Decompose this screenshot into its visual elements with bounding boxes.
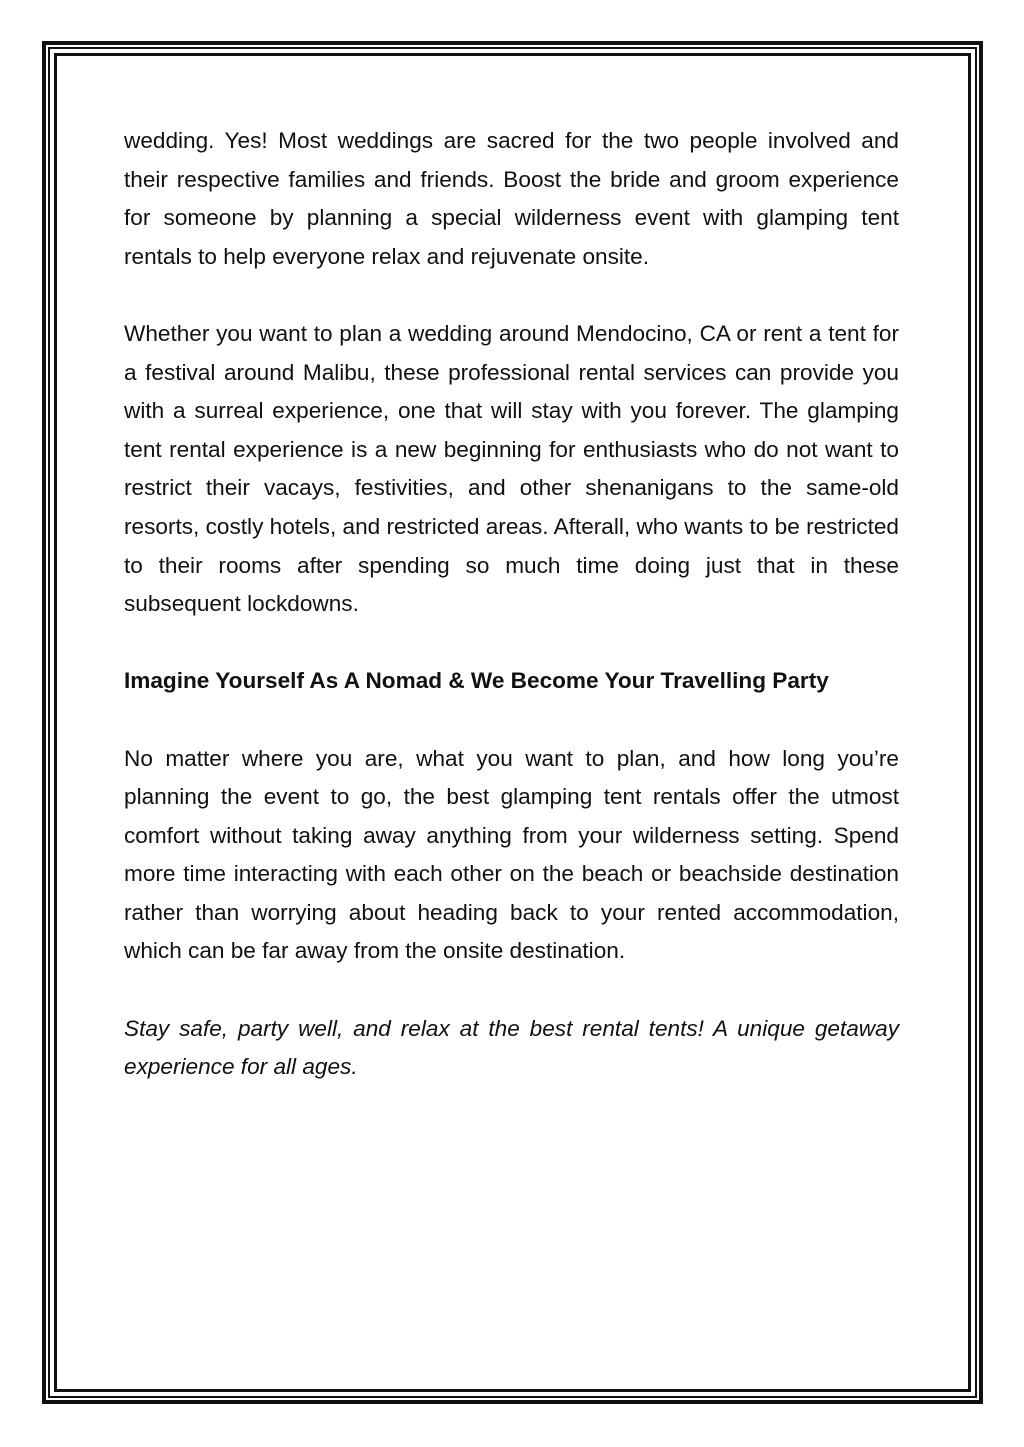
paragraph-wedding: wedding. Yes! Most weddings are sacred for the two people involved and their respective families and friends. Boost the bride and groom experience for someone by planning a special wilderness event with glamping tent rentals to help everyone relax and rejuvenate onsite. [124, 128, 899, 269]
document-body [124, 122, 899, 1125]
paragraph-nomad: No matter where you are, what you want to plan, and how long you’re planning the event to go, the best glamping tent rentals offer the utmost comfort without taking away anything from your wilderness setting. Spend more time interacting with each other on the beach or beachside destination rather than worrying about heading back to your rented accommodation, which can be far away from the onsite destination. [124, 745, 899, 964]
paragraph-mendocino: Whether you want to plan a wedding around Mendocino, CA or rent a tent for a festival around Malibu, these professional rental services can provide you with a surreal experience, one that will stay with you forever. The glamping tent rental experience is a new beginning for enthusiasts who do not want to restrict their vacays, festivities, and other shenanigans to the same-old resorts, costly hotels, and restricted areas. Afterall, who wants to be restricted to their rooms after spending so much time doing just that in these subsequent lockdowns. [124, 320, 899, 617]
closing-paragraph: Stay safe, party well, and relax at the best rental tents! A unique getaway experience for all ages. [124, 1015, 899, 1080]
section-heading: Imagine Yourself As A Nomad & We Become Your Travelling Party [124, 668, 829, 694]
